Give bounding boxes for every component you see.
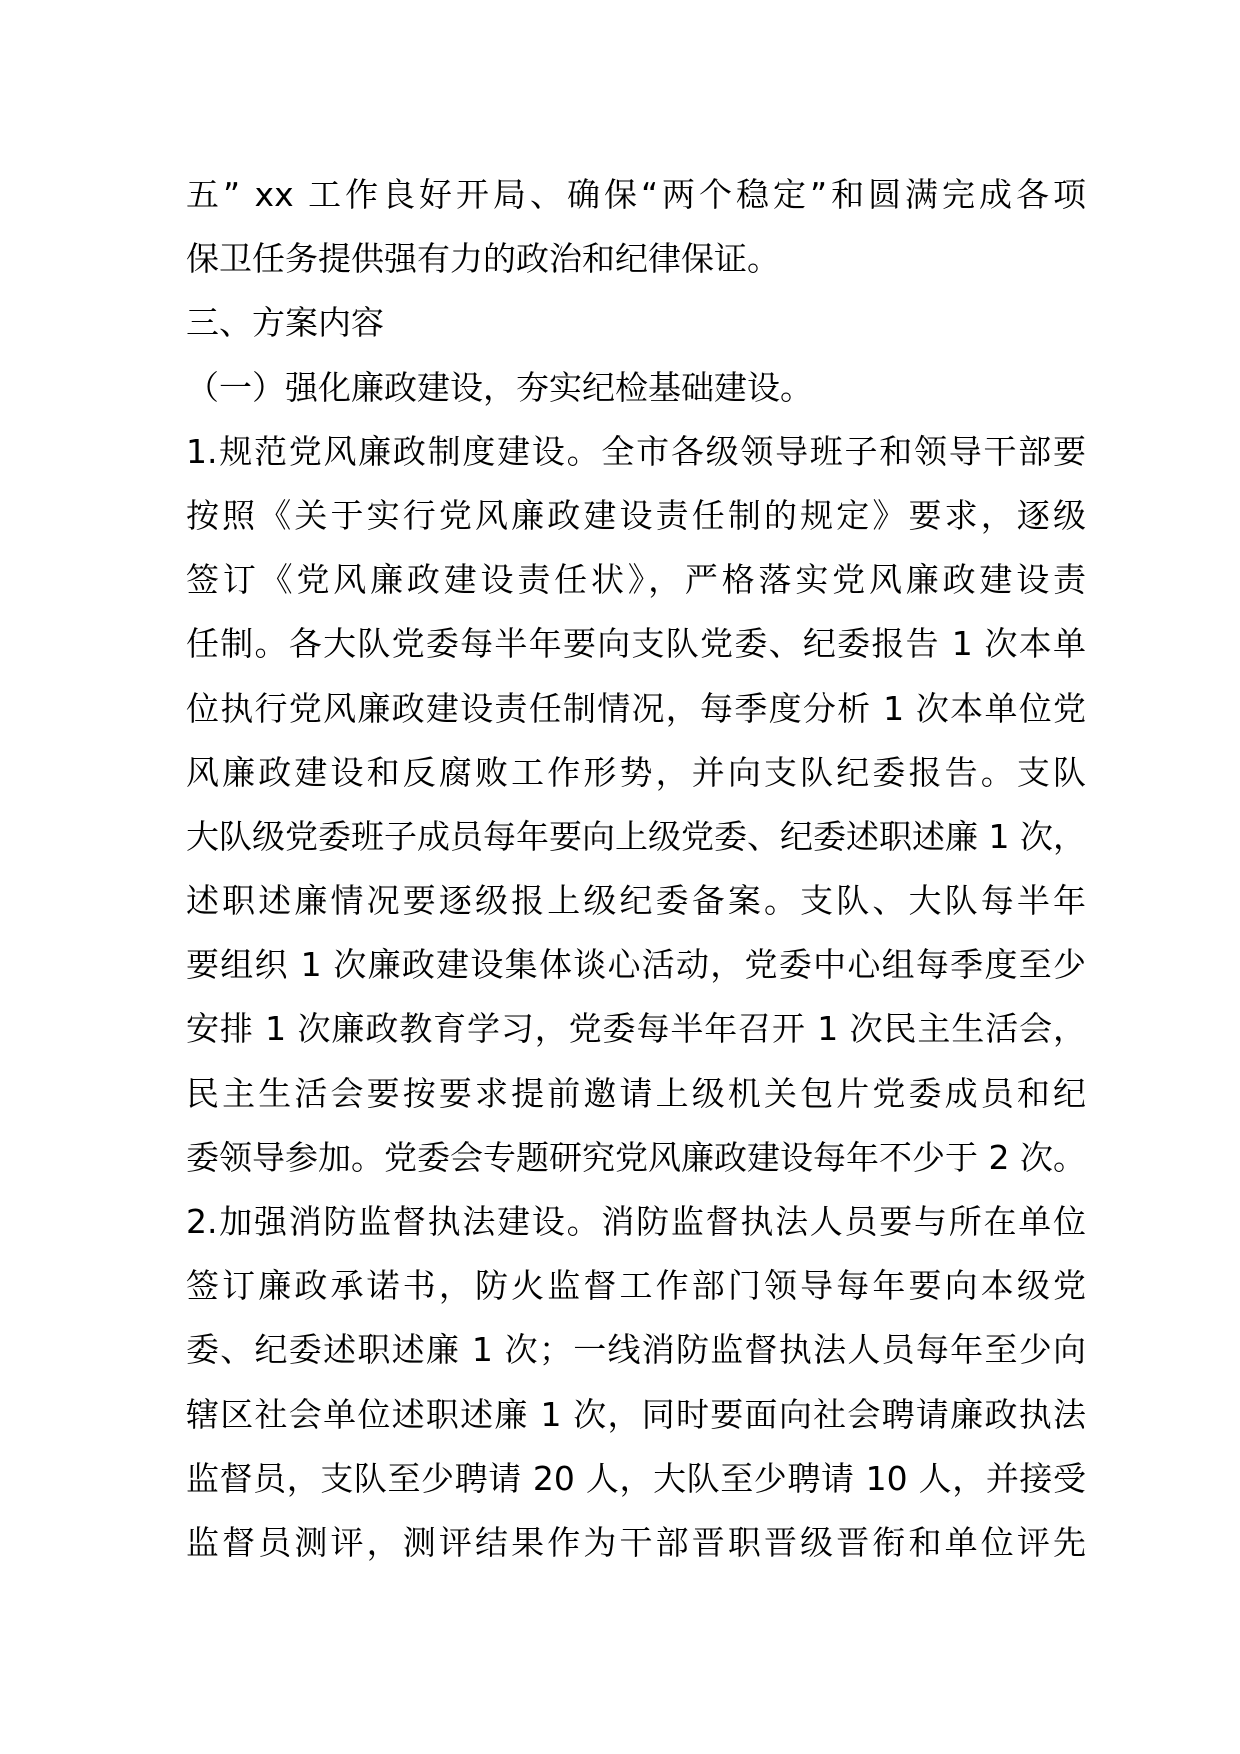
text-line: 五” xx 工作良好开局、确保“两个稳定”和圆满完成各项: [186, 175, 1086, 214]
text-line: 辖区社会单位述职述廉 1 次，同时要面向社会聘请廉政执法: [186, 1394, 1086, 1434]
text-line: 委领导参加。党委会专题研究党风廉政建设每年不少于 2 次。: [186, 1137, 1086, 1177]
section-heading: 三、方案内容: [186, 303, 384, 343]
text-line: 保卫任务提供强有力的政治和纪律保证。: [186, 239, 780, 279]
document-body: [186, 163, 1086, 1575]
text-line: 按照《关于实行党风廉政建设责任制的规定》要求，逐级: [186, 495, 1086, 535]
text-line: 监督员，支队至少聘请 20 人，大队至少聘请 10 人，并接受: [186, 1458, 1086, 1498]
subsection-heading: （一）强化廉政建设，夯实纪检基础建设。: [186, 367, 813, 407]
text-line: 签订廉政承诺书，防火监督工作部门领导每年要向本级党: [186, 1266, 1086, 1306]
text-line: 监督员测评，测评结果作为干部晋职晋级晋衔和单位评先: [186, 1522, 1086, 1562]
text-line: 委、纪委述职述廉 1 次；一线消防监督执法人员每年至少向: [186, 1330, 1086, 1370]
text-line: 风廉政建设和反腐败工作形势，并向支队纪委报告。支队: [186, 752, 1086, 792]
text-line: 位执行党风廉政建设责任制情况，每季度分析 1 次本单位党: [186, 688, 1086, 728]
text-line: 1.规范党风廉政制度建设。全市各级领导班子和领导干部要: [186, 431, 1086, 471]
text-line: 安排 1 次廉政教育学习，党委每半年召开 1 次民主生活会，: [186, 1009, 1086, 1049]
text-line: 任制。各大队党委每半年要向支队党委、纪委报告 1 次本单: [186, 624, 1086, 664]
text-line: 大队级党委班子成员每年要向上级党委、纪委述职述廉 1 次，: [186, 816, 1086, 856]
text-line: 2.加强消防监督执法建设。消防监督执法人员要与所在单位: [186, 1202, 1086, 1241]
text-line: 要组织 1 次廉政建设集体谈心活动，党委中心组每季度至少: [186, 945, 1086, 985]
text-line: 民主生活会要按要求提前邀请上级机关包片党委成员和纪: [186, 1073, 1086, 1113]
text-line: 签订《党风廉政建设责任状》，严格落实党风廉政建设责: [186, 560, 1086, 600]
text-line: 述职述廉情况要逐级报上级纪委备案。支队、大队每半年: [186, 881, 1086, 921]
